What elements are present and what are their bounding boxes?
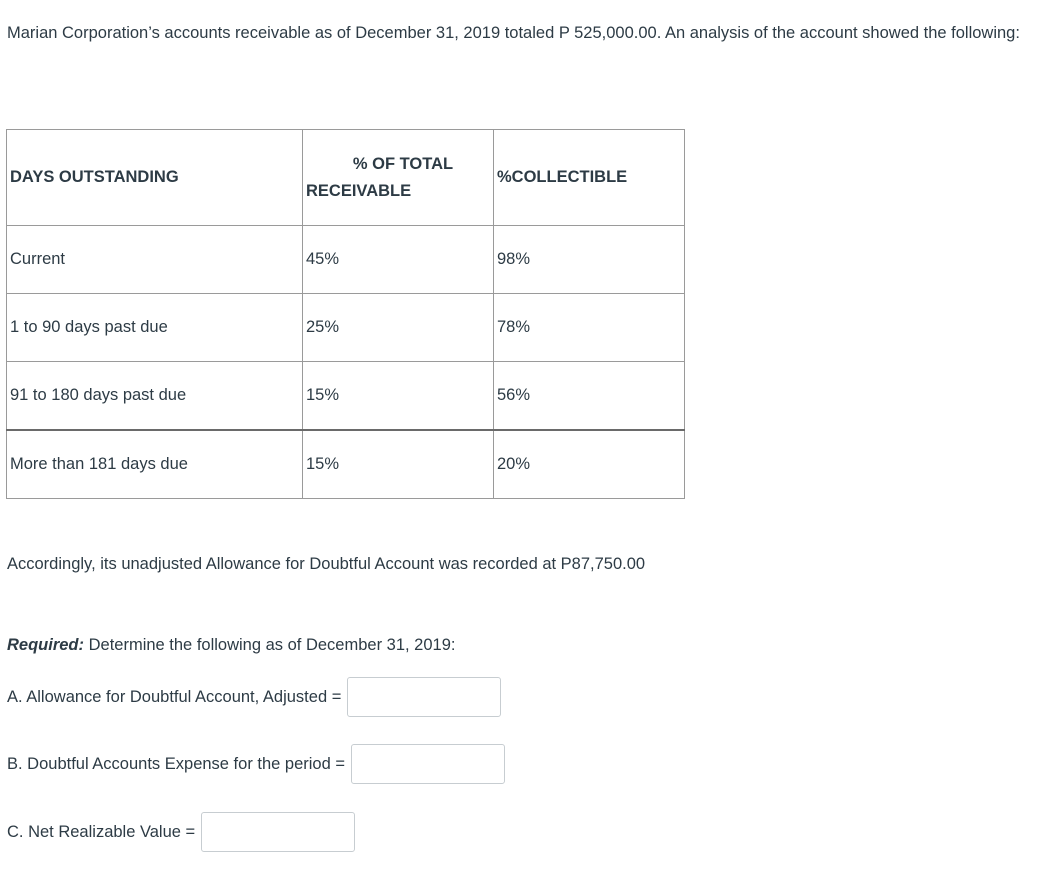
header-percent-total-receivable: [303, 130, 494, 226]
cell-days: 1 to 90 days past due: [7, 294, 303, 362]
question-c: [7, 812, 355, 852]
cell-percent-collectible: 78%: [494, 294, 685, 362]
question-b: [7, 744, 505, 784]
cell-percent-total: 25%: [303, 294, 494, 362]
answer-a-input[interactable]: [347, 677, 501, 717]
cell-percent-collectible: 20%: [494, 430, 685, 499]
cell-percent-total: 15%: [303, 362, 494, 431]
cell-days: 91 to 180 days past due: [7, 362, 303, 431]
aging-table: [6, 129, 685, 499]
header-percent-total-line2: RECEIVABLE: [306, 181, 412, 200]
header-percent-collectible: %COLLECTIBLE: [494, 130, 685, 226]
table-row: [7, 226, 685, 294]
unadjusted-allowance-text: Accordingly, its unadjusted Allowance for Doubtful Account was recorded at P87,750.00: [7, 555, 646, 573]
question-b-label: B. Doubtful Accounts Expense for the period =: [7, 754, 346, 773]
question-c-label: C. Net Realizable Value =: [7, 822, 196, 841]
cell-percent-total: 15%: [303, 430, 494, 499]
table-row: [7, 430, 685, 499]
required-label: Required:: [7, 636, 85, 654]
answer-c-input[interactable]: [201, 812, 355, 852]
cell-percent-collectible: 56%: [494, 362, 685, 431]
question-a-label: A. Allowance for Doubtful Account, Adjusted =: [7, 687, 342, 706]
required-instruction: [7, 636, 455, 655]
cell-days: More than 181 days due: [7, 430, 303, 499]
required-text: Determine the following as of December 31, 2019:: [84, 636, 456, 654]
table-row: [7, 362, 685, 431]
header-days-outstanding: DAYS OUTSTANDING: [7, 130, 303, 226]
cell-percent-total: 45%: [303, 226, 494, 294]
table-row: [7, 294, 685, 362]
table-header-row: [7, 130, 685, 226]
problem-intro: Marian Corporation’s accounts receivable as of December 31, 2019 totaled P 525,000.00. An analysis of the account showed the following:: [7, 24, 1020, 42]
answer-b-input[interactable]: [351, 744, 505, 784]
question-a: [7, 677, 501, 717]
header-percent-total-line1: % OF TOTAL: [352, 154, 454, 173]
cell-percent-collectible: 98%: [494, 226, 685, 294]
cell-days: Current: [7, 226, 303, 294]
